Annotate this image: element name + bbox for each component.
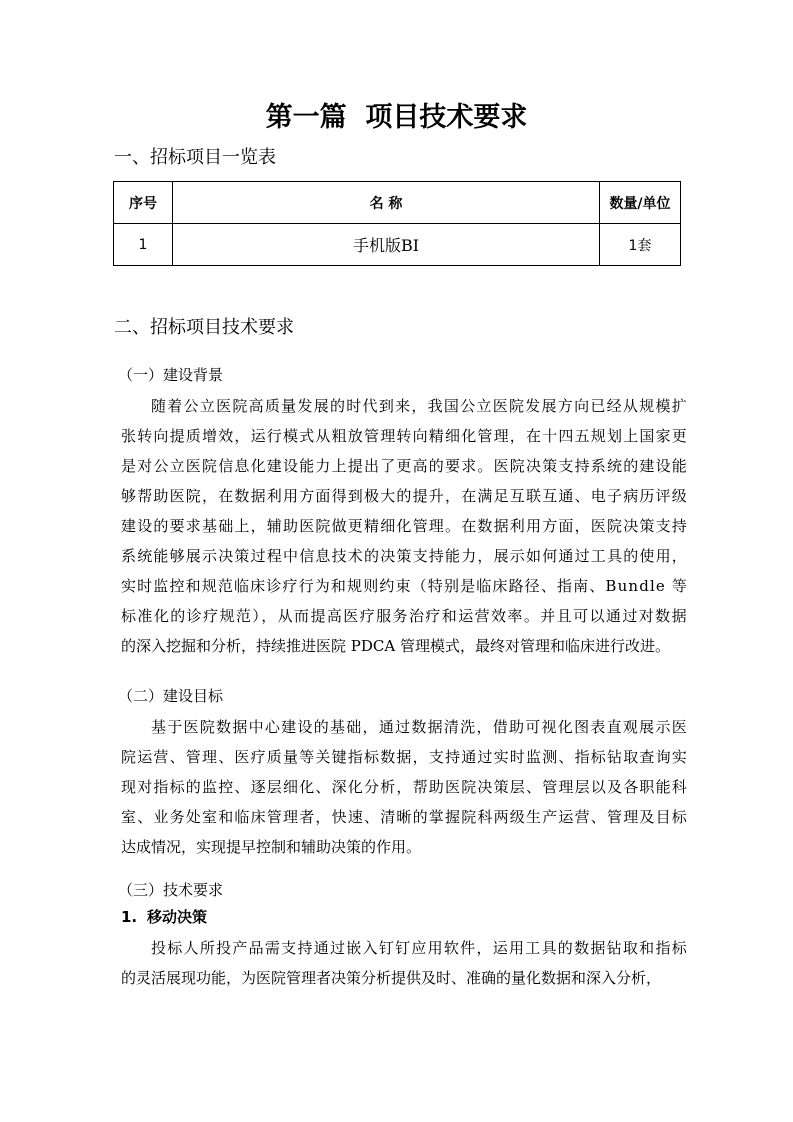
paragraph-background [121, 391, 688, 661]
cell-name: 手机版BI [173, 224, 600, 266]
paragraph-line: 张转向提质增效，运行模式从粗放管理转向精细化管理，在十四五规划上国家更 [121, 427, 688, 445]
section-heading-technical-requirements: 二、招标项目技术要求 [114, 317, 294, 338]
paragraph-line: 随着公立医院高质量发展的时代到来，我国公立医院发展方向已经从规模扩 [151, 397, 688, 415]
cell-serial-number: 1 [114, 224, 173, 266]
paragraph-line: 标准化的诊疗规范），从而提高医疗服务治疗和运营效率。并且可以通过对数据 [121, 607, 688, 625]
page-title: 第一篇 项目技术要求 [265, 102, 528, 133]
bid-item-table [113, 181, 681, 266]
paragraph-line: 够帮助医院，在数据利用方面得到极大的提升，在满足互联互通、电子病历评级 [121, 487, 688, 505]
header-name: 名 称 [173, 182, 600, 224]
table-row [114, 224, 681, 266]
paragraph-line: 实时监控和规范临床诊疗行为和规则约束（特别是临床路径、指南、Bundle 等 [121, 577, 688, 595]
paragraph-line: 的灵活展现功能，为医院管理者决策分析提供及时、准确的量化数据和深入分析， [121, 969, 662, 987]
paragraph-line: 现对指标的监控、逐层细化、深化分析，帮助医院决策层、管理层以及各职能科 [121, 778, 688, 796]
cell-quantity-unit: 1套 [600, 224, 681, 266]
subheading-technical-requirements: （三）技术要求 [118, 881, 224, 899]
header-quantity-unit: 数量/单位 [600, 182, 681, 224]
paragraph-goals [121, 712, 688, 862]
paragraph-line: 的深入挖掘和分析，持续推进医院 PDCA 管理模式，最终对管理和临床进行改进。 [121, 637, 670, 655]
paragraph-mobile-decision [121, 933, 688, 993]
paragraph-line: 达成情况，实现提早控制和辅助决策的作用。 [121, 838, 422, 856]
paragraph-line: 系统能够展示决策过程中信息技术的决策支持能力，展示如何通过工具的使用， [121, 547, 688, 565]
subheading-background: （一）建设背景 [118, 366, 224, 384]
subheading-goals: （二）建设目标 [118, 687, 224, 705]
paragraph-line: 院运营、管理、医疗质量等关键指标数据，支持通过实时监测、指标钻取查询实 [121, 748, 688, 766]
item-number: 1. [121, 908, 138, 926]
item-label: 移动决策 [147, 908, 208, 926]
paragraph-line: 基于医院数据中心建设的基础，通过数据清洗，借助可视化图表直观展示医 [151, 718, 688, 736]
paragraph-line: 投标人所投产品需支持通过嵌入钉钉应用软件，运用工具的数据钻取和指标 [151, 939, 688, 957]
paragraph-line: 室、业务处室和临床管理者，快速、清晰的掌握院科两级生产运营、管理及目标 [121, 808, 688, 826]
paragraph-line: 建设的要求基础上，辅助医院做更精细化管理。在数据利用方面，医院决策支持 [121, 517, 688, 535]
item-heading-mobile-decision [121, 905, 207, 929]
header-serial-number: 序号 [114, 182, 173, 224]
paragraph-line: 是对公立医院信息化建设能力上提出了更高的要求。医院决策支持系统的建设能 [121, 457, 688, 475]
section-heading-bid-list: 一、招标项目一览表 [114, 147, 276, 168]
table-header-row [114, 182, 681, 224]
